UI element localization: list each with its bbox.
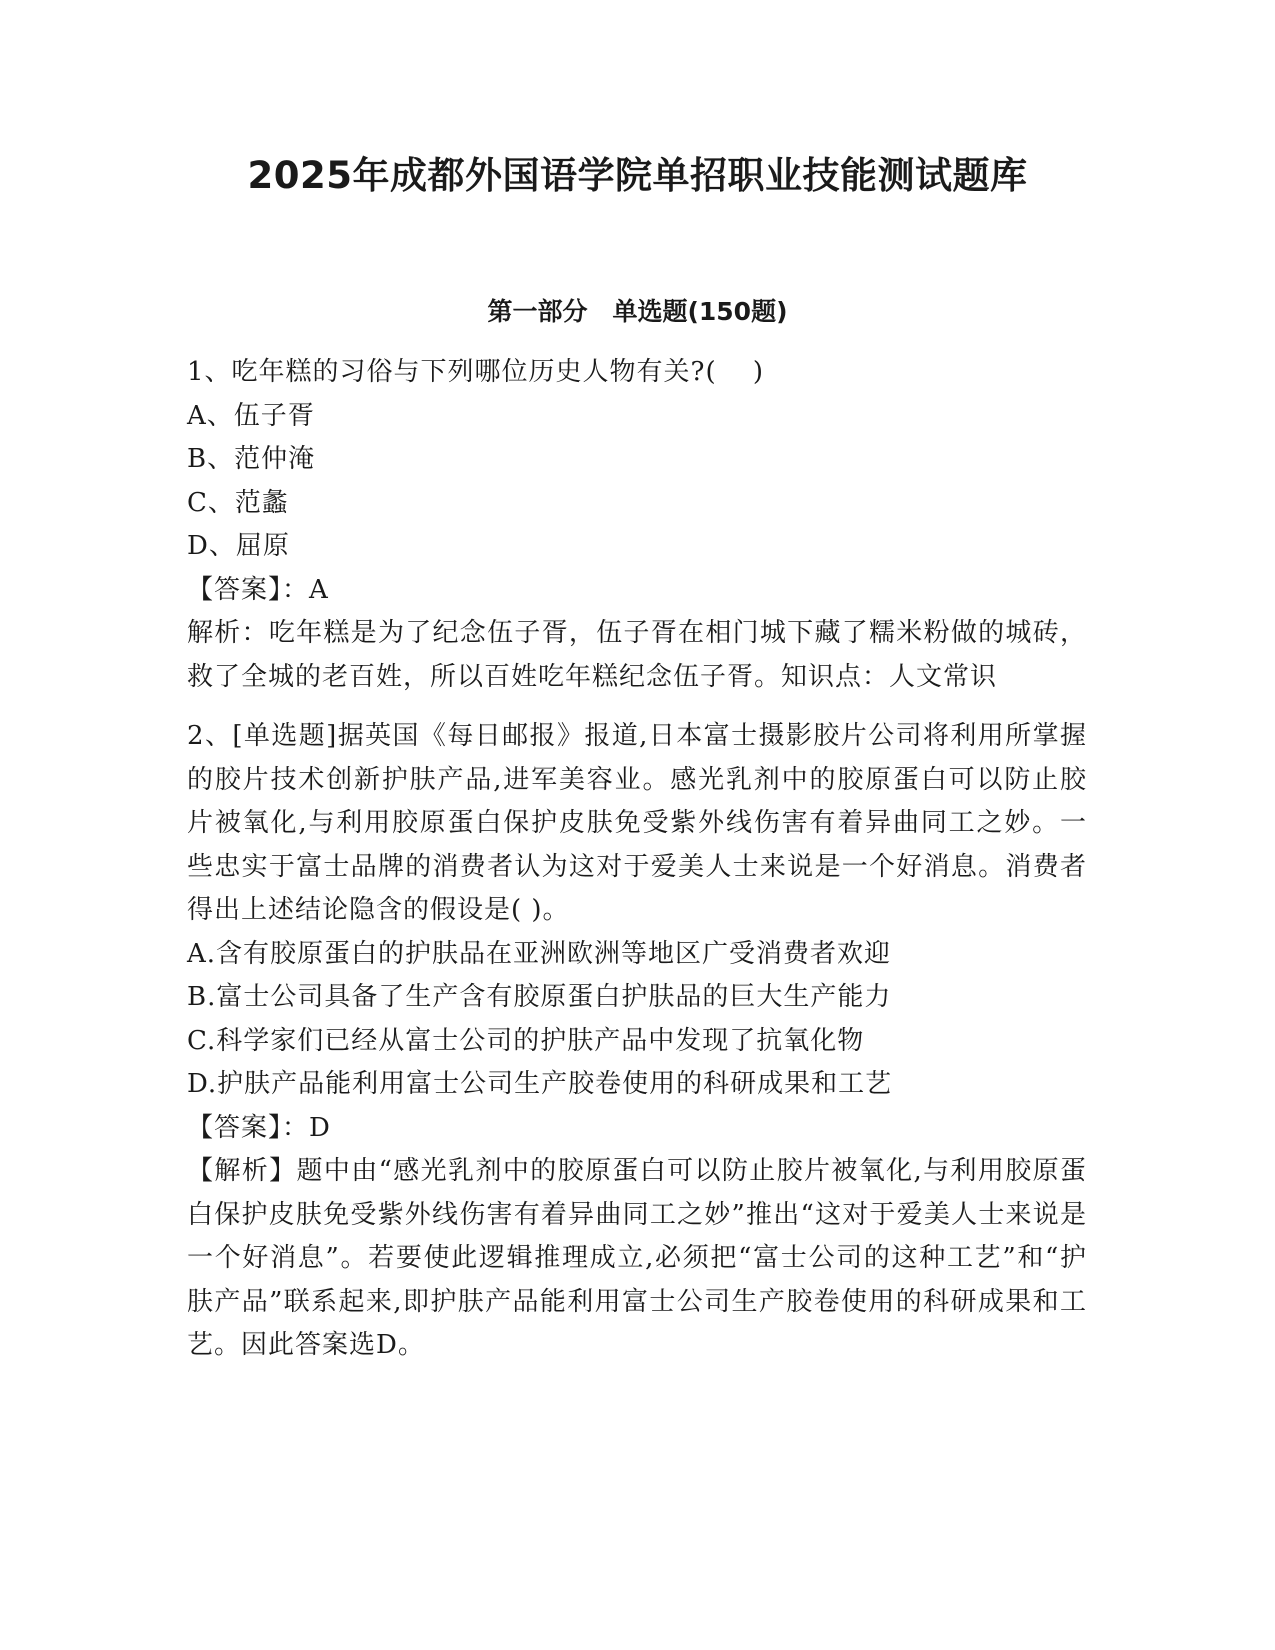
option-a: A、伍子胥 bbox=[187, 400, 315, 431]
question-stem: 1、吃年糕的习俗与下列哪位历史人物有关?( ) bbox=[187, 357, 765, 387]
analysis: 【解析】题中由“感光乳剂中的胶原蛋白可以防止胶片被氧化,与利用胶原蛋白保护皮肤免受紫外线伤害有着异曲同工之妙”推出“这对于爱美人士来说是一个好消息”。若要使此逻辑推理成立,必须把“富士公司的这种工艺”和“护肤产品”联系起来,即护肤产品能利用富士公司生产胶卷使用的科研成果和工艺。因此答案选D。 bbox=[187, 1156, 1087, 1360]
option-c: C、范蠡 bbox=[187, 487, 289, 518]
question-list bbox=[187, 351, 1087, 1368]
analysis: 解析：吃年糕是为了纪念伍子胥，伍子胥在相门城下藏了糯米粉做的城砖，救了全城的老百姓，所以百姓吃年糕纪念伍子胥。知识点：人文常识 bbox=[187, 618, 1087, 692]
answer: 【答案】：A bbox=[187, 574, 329, 605]
section-title: 第一部分 单选题(150题) bbox=[487, 297, 788, 326]
option-d: D、屈原 bbox=[187, 531, 290, 561]
option-a: A.含有胶原蛋白的护肤品在亚洲欧洲等地区广受消费者欢迎 bbox=[187, 938, 892, 969]
option-c: C.科学家们已经从富士公司的护肤产品中发现了抗氧化物 bbox=[187, 1025, 865, 1056]
document-title: 2025年成都外国语学院单招职业技能测试题库 bbox=[247, 154, 1028, 197]
question-stem: 2、[单选题]据英国《每日邮报》报道,日本富士摄影胶片公司将利用所掌握的胶片技术创新护肤产品,进军美容业。感光乳剂中的胶原蛋白可以防止胶片被氧化,与利用胶原蛋白保护皮肤免受紫外线伤害有着异曲同工之妙。一些忠实于富士品牌的消费者认为这对于爱美人士来说是一个好消息。消费者得出上述结论隐含的假设是( )。 bbox=[187, 721, 1087, 925]
question-spacer bbox=[187, 699, 1087, 715]
answer: 【答案】：D bbox=[187, 1112, 331, 1143]
option-b: B、范仲淹 bbox=[187, 444, 316, 474]
question-2 bbox=[187, 715, 1087, 1368]
question-1 bbox=[187, 351, 1087, 699]
option-b: B.富士公司具备了生产含有胶原蛋白护肤品的巨大生产能力 bbox=[187, 982, 892, 1012]
option-d: D.护肤产品能利用富士公司生产胶卷使用的科研成果和工艺 bbox=[187, 1069, 893, 1099]
